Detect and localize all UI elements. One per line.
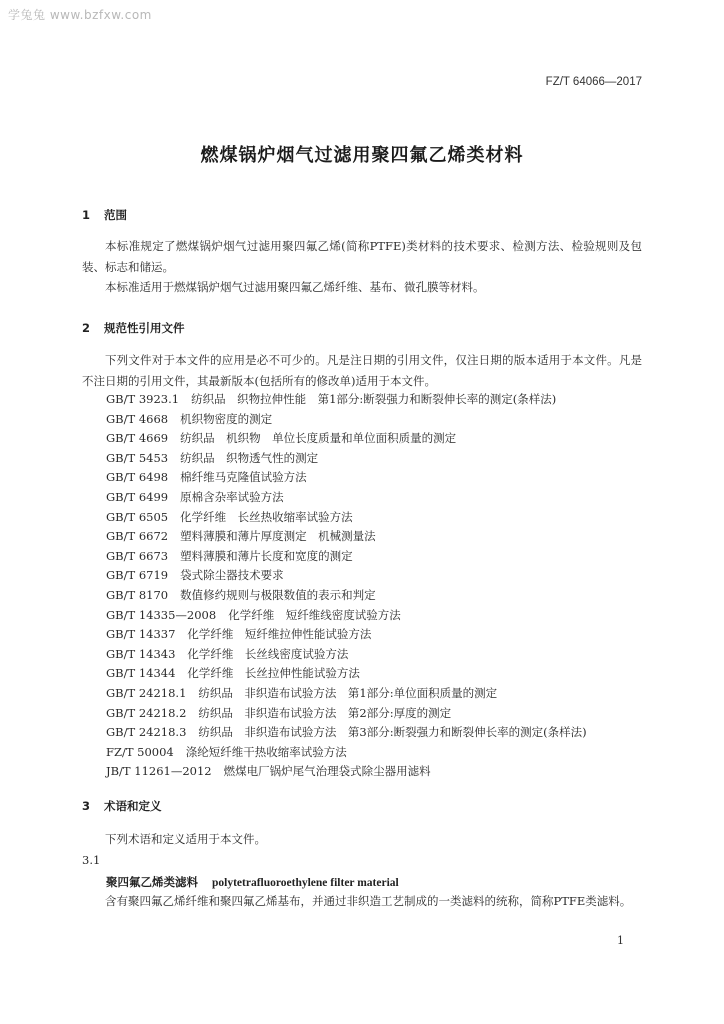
reference-name: 纺织品 非织造布试验方法 第1部分:单位面积质量的测定 [198,685,498,700]
reference-item [106,645,587,665]
standard-code: FZ/T 64066—2017 [545,76,642,88]
scope-paragraph-1: 本标准规定了燃煤锅炉烟气过滤用聚四氟乙烯(简称PTFE)类材料的技术要求、检测方法、检验规则及包装、标志和储运。 [82,239,642,274]
reference-code: GB/T 6499 [106,489,169,504]
reference-item [106,390,587,410]
term-english: polytetrafluoroethylene filter material [212,877,399,889]
reference-item [106,743,587,763]
reference-code: GB/T 6672 [106,529,169,544]
reference-code: GB/T 14343 [106,646,176,661]
reference-name: 塑料薄膜和薄片长度和宽度的测定 [180,548,353,563]
terms-intro: 下列术语和定义适用于本文件。 [105,832,266,846]
reference-item [106,625,587,645]
reference-item [106,449,587,469]
reference-item [106,527,587,547]
reference-list [106,390,587,782]
reference-code: GB/T 24218.3 [106,725,187,740]
reference-name: 数值修约规则与极限数值的表示和判定 [180,587,376,602]
reference-code: GB/T 14337 [106,627,176,642]
reference-code: GB/T 24218.1 [106,685,187,700]
reference-name: 机织物密度的测定 [180,411,273,426]
term-definition: 含有聚四氟乙烯纤维和聚四氟乙烯基布，并通过非织造工艺制成的一类滤料的统称，简称PTFE类滤料。 [105,894,632,908]
reference-name: 塑料薄膜和薄片厚度测定 机械测量法 [180,529,376,544]
section-1-heading [82,207,127,223]
section-number: 3 [82,799,91,813]
reference-name: 棉纤维马克隆值试验方法 [180,470,307,485]
reference-name: 化学纤维 长丝拉伸性能试验方法 [187,666,360,681]
section-number: 2 [82,321,91,335]
reference-item [106,664,587,684]
reference-name: 纺织品 非织造布试验方法 第2部分:厚度的测定 [198,705,452,720]
reference-code: GB/T 14344 [106,666,176,681]
section-title: 规范性引用文件 [104,321,185,335]
reference-code: GB/T 6719 [106,568,169,583]
reference-item [106,762,587,782]
reference-item [106,508,587,528]
reference-item [106,410,587,430]
section-title: 术语和定义 [104,799,162,813]
reference-code: GB/T 5453 [106,450,169,465]
reference-item [106,488,587,508]
reference-name: 纺织品 织物拉伸性能 第1部分:断裂强力和断裂伸长率的测定(条样法) [191,392,557,406]
reference-name: 化学纤维 短纤维线密度试验方法 [228,607,401,622]
reference-item [106,468,587,488]
section-number: 1 [82,208,91,222]
reference-code: GB/T 6673 [106,548,169,563]
reference-name: 化学纤维 短纤维拉伸性能试验方法 [187,627,372,642]
reference-code: FZ/T 50004 [106,744,174,759]
reference-item [106,684,587,704]
reference-item [106,723,587,743]
reference-name: 纺织品 织物透气性的测定 [180,450,319,465]
reference-item [106,429,587,449]
reference-name: 化学纤维 长丝热收缩率试验方法 [180,509,353,524]
reference-item [106,566,587,586]
section-3-heading [82,798,162,814]
reference-item [106,586,587,606]
reference-code: JB/T 11261—2012 [106,764,212,779]
reference-name: 袋式除尘器技术要求 [180,568,284,583]
term-entry [106,874,399,890]
reference-code: GB/T 3923.1 [106,392,180,406]
term-chinese: 聚四氟乙烯类滤料 [106,875,198,889]
reference-code: GB/T 6498 [106,470,169,485]
reference-code: GB/T 4668 [106,411,169,426]
reference-name: 化学纤维 长丝线密度试验方法 [187,646,349,661]
section-2-heading [82,320,185,336]
reference-item [106,547,587,567]
reference-name: 纺织品 非织造布试验方法 第3部分:断裂强力和断裂伸长率的测定(条样法) [198,725,587,740]
watermark: 学兔兔 www.bzfxw.com [8,8,152,22]
reference-code: GB/T 4669 [106,431,169,446]
references-intro: 下列文件对于本文件的应用是必不可少的。凡是注日期的引用文件，仅注日期的版本适用于本文件。凡是不注日期的引用文件，其最新版本(包括所有的修改单)适用于本文件。 [82,353,642,388]
reference-code: GB/T 14335—2008 [106,607,217,622]
reference-name: 原棉含杂率试验方法 [180,489,284,504]
reference-item [106,704,587,724]
page-number: 1 [617,934,624,947]
document-title: 燃煤锅炉烟气过滤用聚四氟乙烯类材料 [200,145,524,166]
reference-code: GB/T 6505 [106,509,169,524]
reference-code: GB/T 8170 [106,587,169,602]
reference-code: GB/T 24218.2 [106,705,187,720]
clause-number: 3.1 [82,853,101,867]
reference-name: 纺织品 机织物 单位长度质量和单位面积质量的测定 [180,431,457,446]
reference-name: 燃煤电厂锅炉尾气治理袋式除尘器用滤料 [223,764,431,779]
section-title: 范围 [104,208,127,222]
scope-paragraph-2: 本标准适用于燃煤锅炉烟气过滤用聚四氟乙烯纤维、基布、微孔膜等材料。 [105,280,485,294]
reference-item [106,606,587,626]
reference-name: 涤纶短纤维干热收缩率试验方法 [185,744,347,759]
